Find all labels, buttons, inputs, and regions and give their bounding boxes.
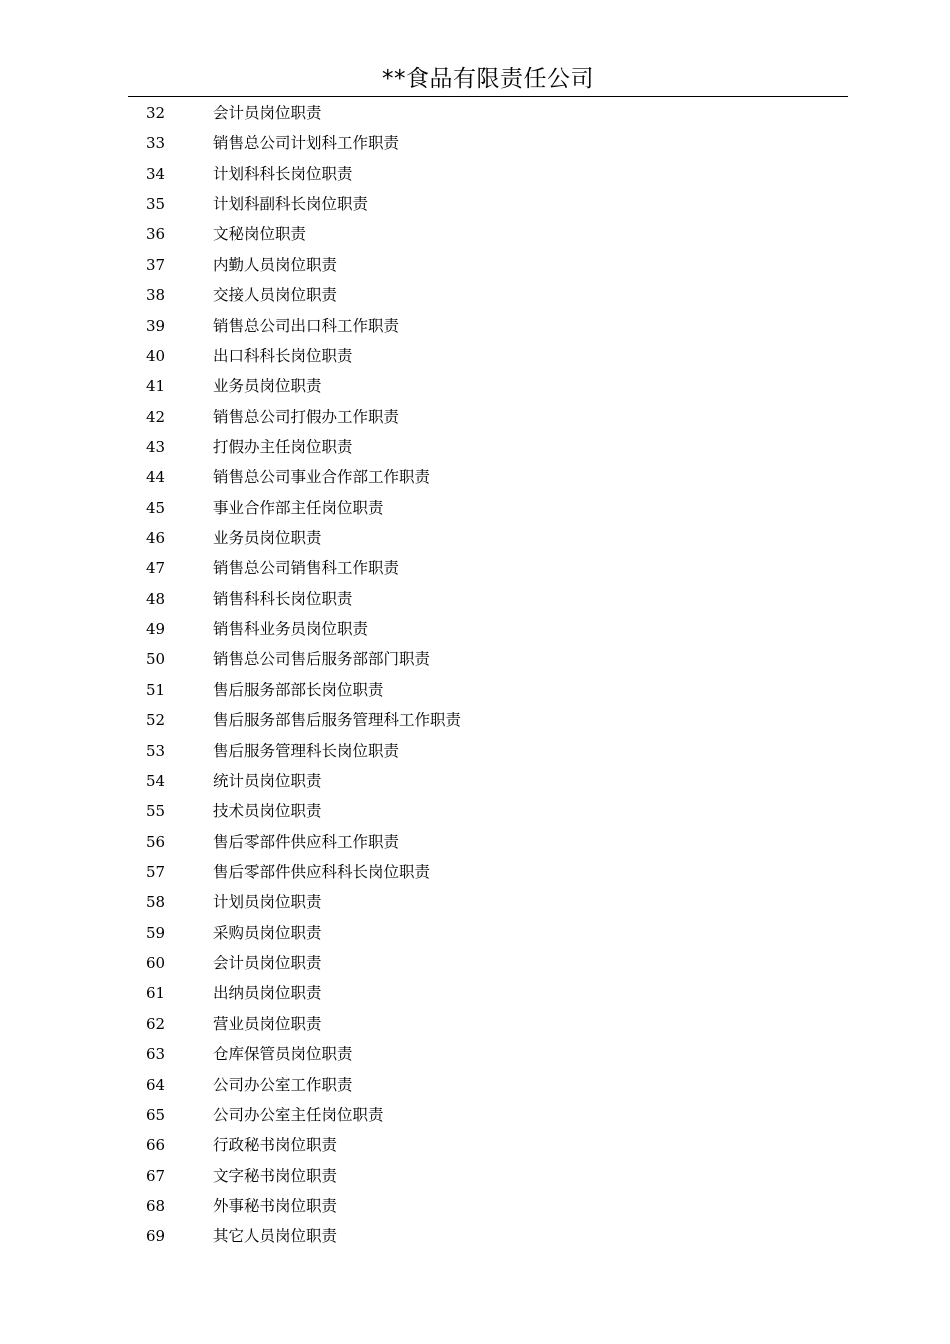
item-title: 技术员岗位职责 [213, 802, 322, 821]
list-item [0, 704, 950, 734]
page-header [128, 62, 848, 97]
item-title: 计划员岗位职责 [213, 893, 322, 912]
list-item [0, 795, 950, 825]
item-title: 内勤人员岗位职责 [213, 255, 338, 274]
list-item [0, 917, 950, 947]
table-of-contents [0, 97, 950, 1251]
item-number: 65 [146, 1105, 166, 1124]
list-item [0, 188, 950, 218]
item-number: 68 [146, 1196, 166, 1215]
item-number: 67 [146, 1166, 166, 1185]
item-title: 会计员岗位职责 [213, 104, 322, 122]
list-item [0, 977, 950, 1007]
item-number: 40 [146, 346, 166, 365]
list-item [0, 1008, 950, 1038]
item-title: 售后零部件供应科工作职责 [213, 832, 400, 851]
item-number: 50 [146, 650, 166, 669]
item-number: 46 [146, 529, 166, 548]
item-number: 64 [146, 1075, 166, 1094]
item-title: 采购员岗位职责 [213, 923, 322, 942]
item-title: 公司办公室工作职责 [213, 1075, 353, 1094]
item-title: 行政秘书岗位职责 [213, 1136, 338, 1155]
list-item [0, 340, 950, 370]
item-number: 44 [146, 468, 166, 487]
item-title: 销售总公司销售科工作职责 [213, 559, 400, 578]
item-title: 统计员岗位职责 [213, 771, 322, 790]
item-title: 外事秘书岗位职责 [213, 1196, 338, 1215]
list-item [0, 583, 950, 613]
list-item [0, 1160, 950, 1190]
item-number: 54 [146, 771, 166, 790]
list-item [0, 431, 950, 461]
item-title: 营业员岗位职责 [213, 1014, 322, 1033]
item-title: 业务员岗位职责 [213, 529, 322, 548]
item-number: 61 [146, 984, 166, 1003]
item-number: 41 [146, 377, 166, 396]
item-title: 计划科科长岗位职责 [213, 164, 353, 183]
item-title: 出纳员岗位职责 [213, 984, 322, 1003]
list-item [0, 1220, 950, 1250]
list-item [0, 97, 950, 127]
list-item [0, 947, 950, 977]
list-item [0, 461, 950, 491]
list-item [0, 370, 950, 400]
list-item [0, 674, 950, 704]
list-item [0, 856, 950, 886]
list-item [0, 1038, 950, 1068]
item-number: 60 [146, 954, 166, 973]
item-number: 36 [146, 225, 166, 244]
list-item [0, 643, 950, 673]
item-number: 58 [146, 893, 166, 912]
item-title: 销售科科长岗位职责 [213, 589, 353, 608]
item-number: 48 [146, 589, 166, 608]
item-number: 33 [146, 134, 166, 153]
list-item [0, 158, 950, 188]
item-title: 业务员岗位职责 [213, 377, 322, 396]
list-item [0, 310, 950, 340]
item-title: 销售总公司售后服务部部门职责 [213, 650, 431, 669]
list-item [0, 492, 950, 522]
item-number: 62 [146, 1014, 166, 1033]
list-item [0, 826, 950, 856]
item-number: 39 [146, 316, 166, 335]
item-title: 公司办公室主任岗位职责 [213, 1105, 384, 1124]
item-number: 57 [146, 862, 166, 881]
item-title: 文字秘书岗位职责 [213, 1166, 338, 1185]
list-item [0, 552, 950, 582]
item-title: 售后服务部部长岗位职责 [213, 680, 384, 699]
item-title: 售后零部件供应科科长岗位职责 [213, 862, 431, 881]
item-number: 55 [146, 802, 166, 821]
list-item [0, 1099, 950, 1129]
item-title: 其它人员岗位职责 [213, 1227, 338, 1246]
list-item [0, 279, 950, 309]
item-number: 32 [146, 104, 166, 122]
item-number: 47 [146, 559, 166, 578]
list-item [0, 522, 950, 552]
list-item [0, 765, 950, 795]
item-number: 37 [146, 255, 166, 274]
item-number: 43 [146, 437, 166, 456]
item-number: 56 [146, 832, 166, 851]
list-item [0, 401, 950, 431]
item-number: 35 [146, 195, 166, 214]
item-title: 销售总公司计划科工作职责 [213, 134, 400, 153]
item-number: 59 [146, 923, 166, 942]
item-number: 53 [146, 741, 166, 760]
item-number: 69 [146, 1227, 166, 1246]
item-number: 49 [146, 620, 166, 639]
item-title: 售后服务管理科长岗位职责 [213, 741, 400, 760]
list-item [0, 735, 950, 765]
list-item [0, 249, 950, 279]
item-number: 34 [146, 164, 166, 183]
list-item [0, 127, 950, 157]
item-number: 38 [146, 286, 166, 305]
item-title: 文秘岗位职责 [213, 225, 307, 244]
item-title: 打假办主任岗位职责 [213, 437, 353, 456]
item-title: 计划科副科长岗位职责 [213, 195, 369, 214]
list-item [0, 886, 950, 916]
item-title: 事业合作部主任岗位职责 [213, 498, 384, 517]
list-item [0, 218, 950, 248]
item-title: 出口科科长岗位职责 [213, 346, 353, 365]
list-item [0, 1190, 950, 1220]
list-item [0, 1129, 950, 1159]
item-number: 51 [146, 680, 166, 699]
item-number: 63 [146, 1045, 166, 1064]
item-title: 销售总公司事业合作部工作职责 [213, 468, 431, 487]
item-number: 66 [146, 1136, 166, 1155]
item-title: 销售总公司出口科工作职责 [213, 316, 400, 335]
list-item [0, 1069, 950, 1099]
item-title: 会计员岗位职责 [213, 954, 322, 973]
item-title: 交接人员岗位职责 [213, 286, 338, 305]
item-title: 销售总公司打假办工作职责 [213, 407, 400, 426]
item-title: 销售科业务员岗位职责 [213, 620, 369, 639]
item-number: 52 [146, 711, 166, 730]
company-title: **食品有限责任公司 [382, 66, 594, 92]
item-number: 42 [146, 407, 166, 426]
item-title: 仓库保管员岗位职责 [213, 1045, 353, 1064]
item-title: 售后服务部售后服务管理科工作职责 [213, 711, 462, 730]
list-item [0, 613, 950, 643]
item-number: 45 [146, 498, 166, 517]
